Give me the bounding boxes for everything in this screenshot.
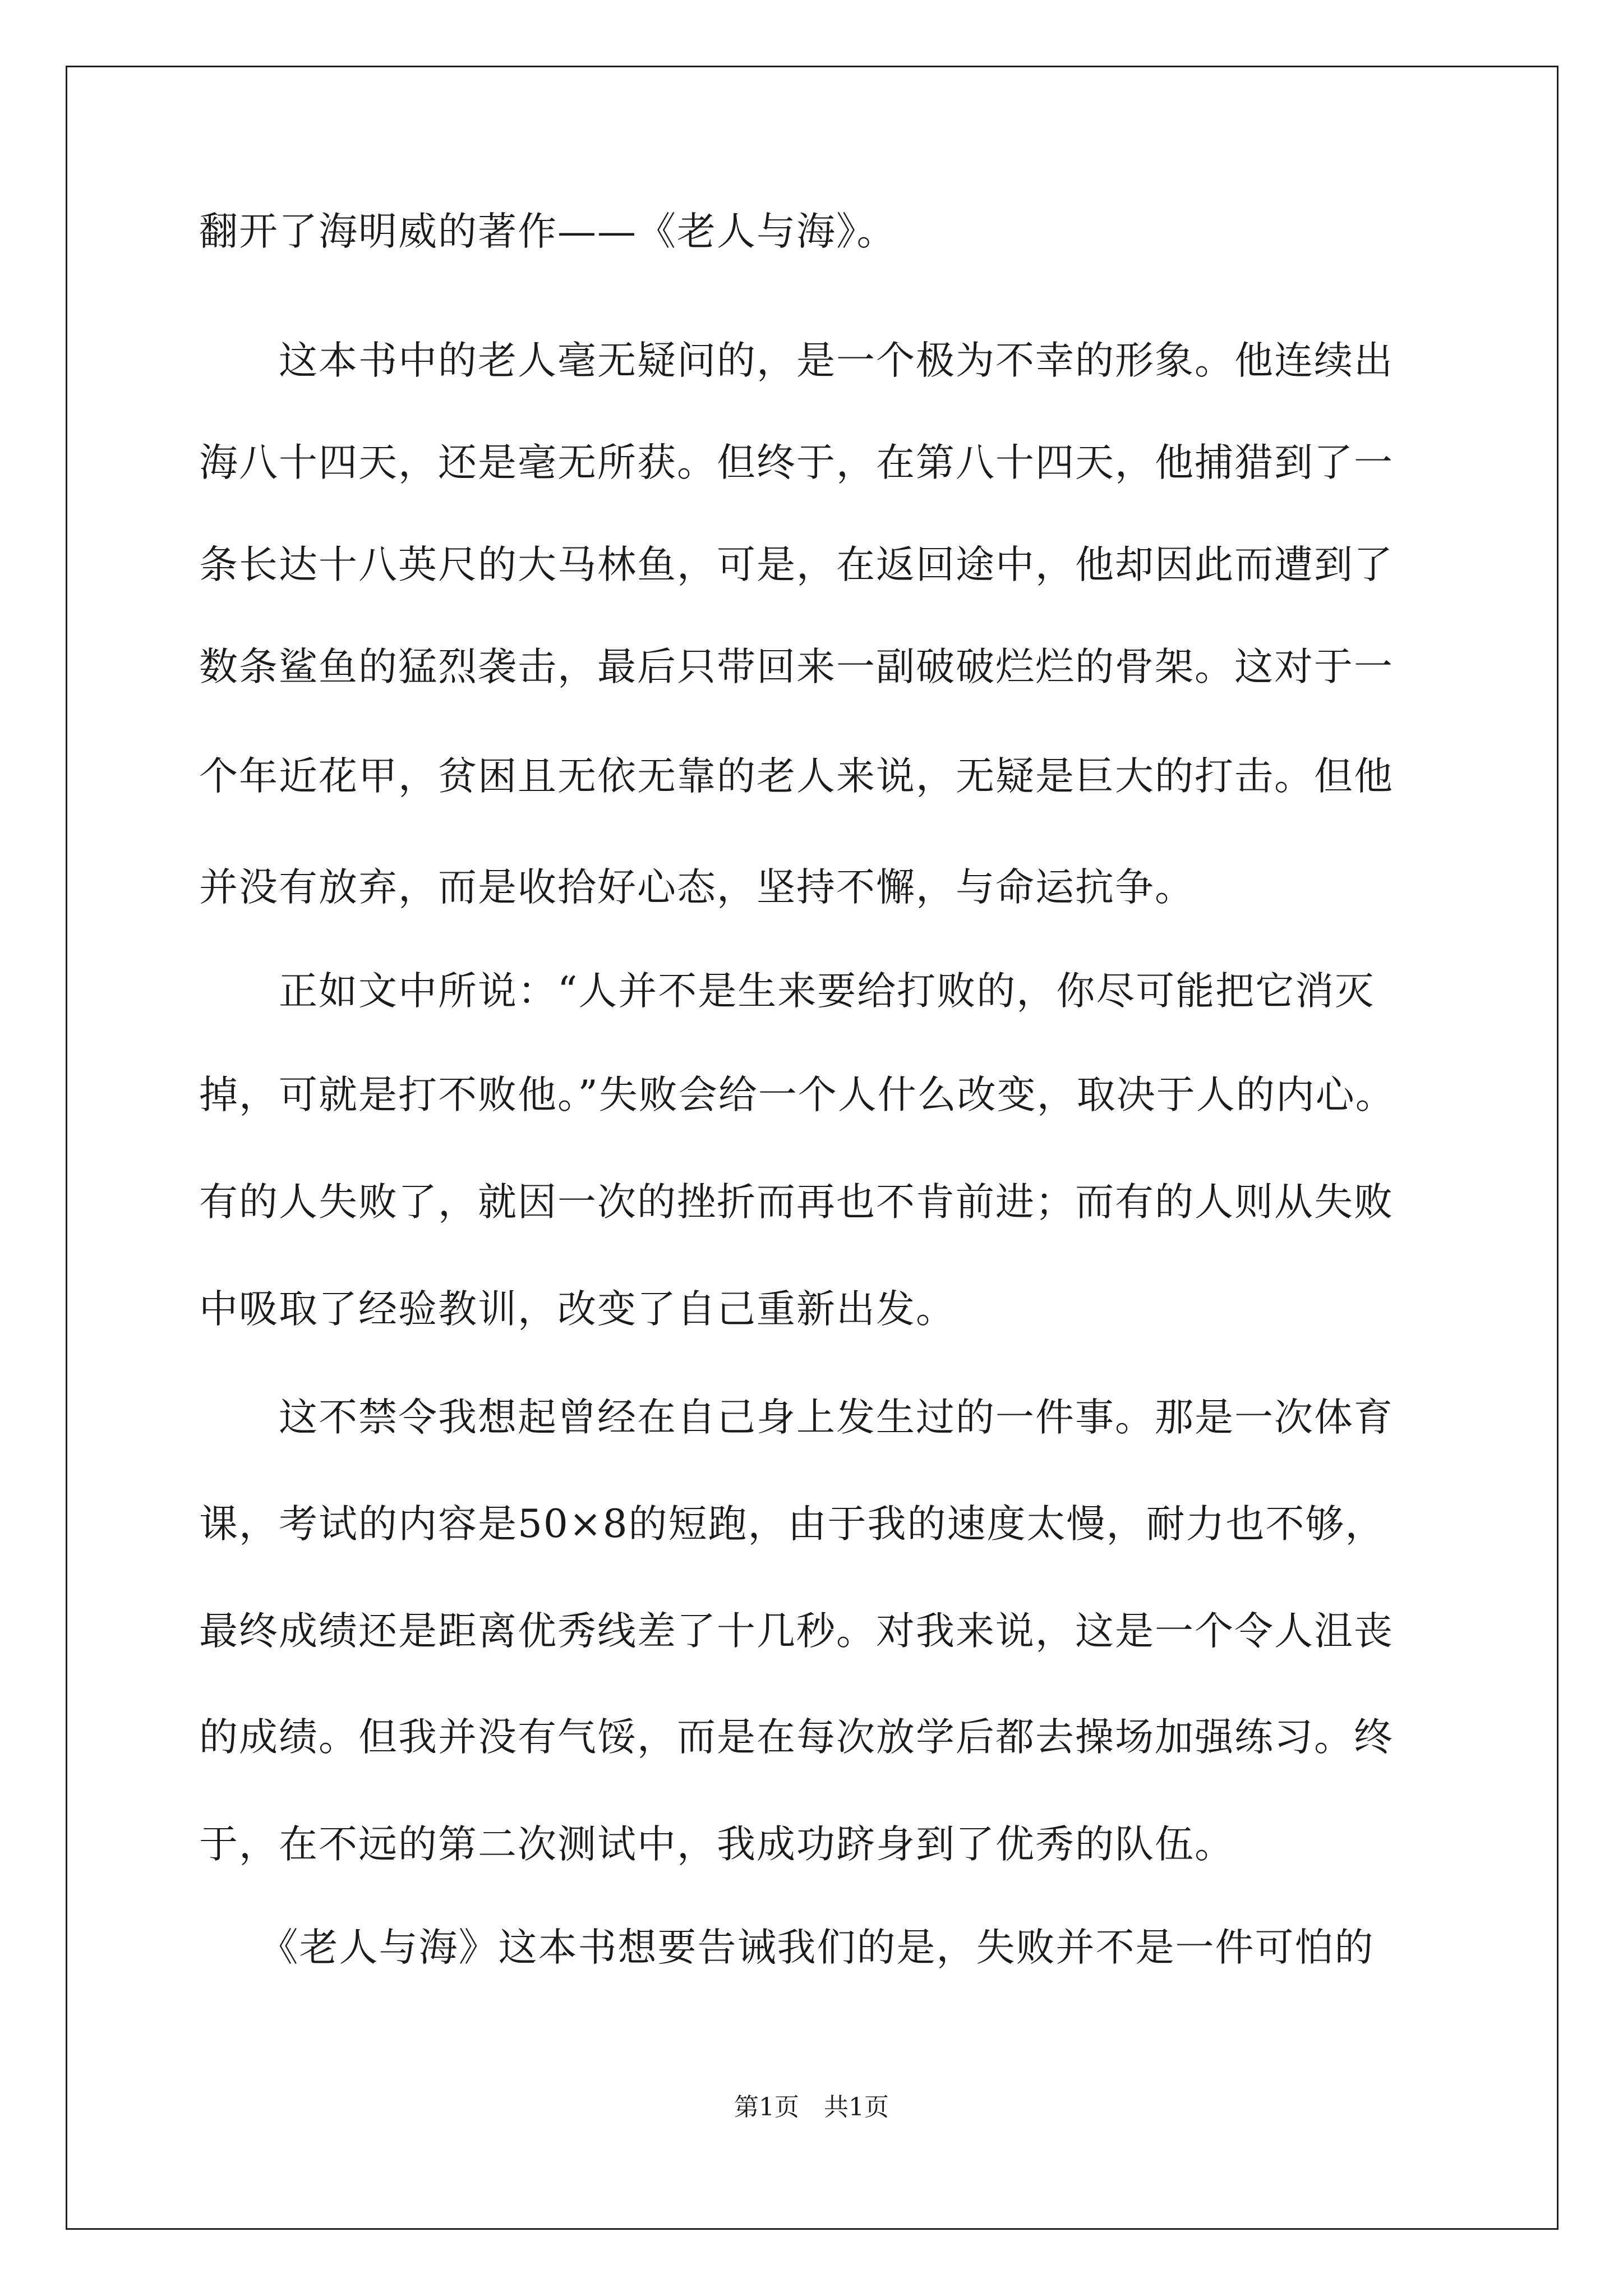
text-line: 的成绩。但我并没有气馁，而是在每次放学后都去操场加强练习。终	[199, 1715, 1394, 1760]
page-number-footer: 第1页 共1页	[734, 2093, 889, 2122]
text-line: 条长达十八英尺的大马林鱼，可是，在返回途中，他却因此而遭到了	[199, 542, 1394, 587]
text-line: 这本书中的老人毫无疑问的，是一个极为不幸的形象。他连续出	[199, 338, 1394, 383]
page-border	[66, 66, 1559, 2230]
text-line: 有的人失败了，就因一次的挫折而再也不肯前进；而有的人则从失败	[199, 1180, 1394, 1225]
text-line: 于，在不远的第二次测试中，我成功跻身到了优秀的队伍。	[199, 1822, 1234, 1867]
text-line: 掉，可就是打不败他。”失败会给一个人什么改变，取决于人的内心。	[199, 1073, 1395, 1117]
text-line: 个年近花甲，贫困且无依无靠的老人来说，无疑是巨大的打击。但他	[199, 754, 1394, 799]
text-line: 海八十四天，还是毫无所获。但终于，在第八十四天，他捕猎到了一	[199, 440, 1394, 485]
text-line: 数条鲨鱼的猛烈袭击，最后只带回来一副破破烂烂的骨架。这对于一	[199, 645, 1394, 689]
text-line: 这不禁令我想起曾经在自己身上发生过的一件事。那是一次体育	[199, 1395, 1394, 1440]
text-line: 翻开了海明威的著作——《老人与海》。	[199, 209, 897, 254]
text-line: 正如文中所说：“人并不是生来要给打败的，你尽可能把它消灭	[199, 969, 1375, 1014]
text-line: 最终成绩还是距离优秀线差了十几秒。对我来说，这是一个令人沮丧	[199, 1609, 1394, 1654]
text-line: 课，考试的内容是50×8的短跑，由于我的速度太慢，耐力也不够，	[199, 1502, 1385, 1547]
text-line: 并没有放弃，而是收拾好心态，坚持不懈，与命运抗争。	[199, 865, 1195, 910]
text-line: 中吸取了经验教训，改变了自己重新出发。	[199, 1287, 956, 1332]
text-line: 《老人与海》这本书想要告诫我们的是，失败并不是一件可怕的	[199, 1925, 1375, 1970]
